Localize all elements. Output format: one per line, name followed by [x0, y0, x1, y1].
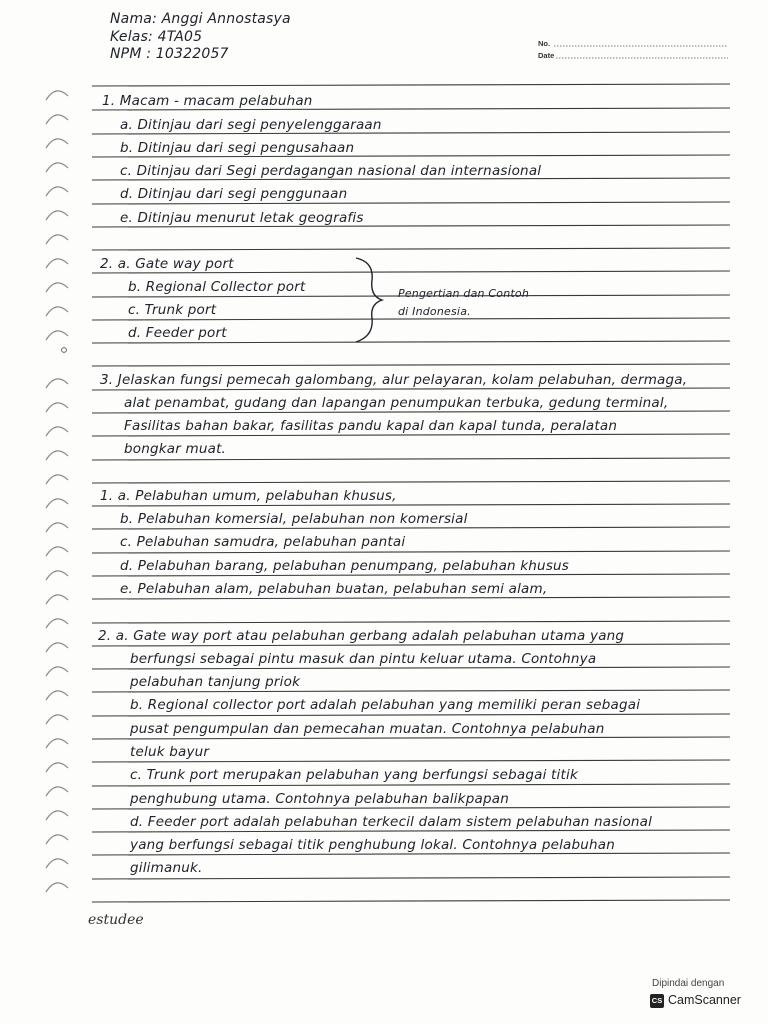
answer-2-line: c. Trunk port merupakan pelabuhan yang berfungsi sebagai titik — [130, 767, 578, 783]
question-2-item: c. Trunk port — [128, 302, 217, 318]
answer-2-line: teluk bayur — [130, 744, 210, 760]
question-1-item: d. Ditinjau dari segi penggunaan — [120, 186, 348, 202]
question-1-item: a. Ditinjau dari segi penyelenggaraan — [120, 117, 382, 133]
date-label: Date — [538, 51, 555, 60]
question-2-item: d. Feeder port — [128, 325, 227, 341]
answer-2-line: penghubung utama. Contohnya pelabuhan balikpapan — [130, 791, 509, 807]
scanner-caption: Dipindai dengan — [652, 978, 725, 989]
answer-1-item: b. Pelabuhan komersial, pelabuhan non komersial — [120, 511, 468, 527]
no-label: No. — [538, 39, 551, 48]
question-1-item: e. Ditinjau menurut letak geografis — [120, 210, 364, 226]
question-3-line: Fasilitas bahan bakar, fasilitas pandu kapal dan kapal tunda, peralatan — [124, 418, 618, 434]
binder-rings — [0, 0, 100, 960]
answer-2-line: b. Regional collector port adalah pelabuhan yang memiliki peran sebagai — [130, 697, 641, 713]
question-3-line: alat penambat, gudang dan lapangan penumpukan terbuka, gedung terminal, — [124, 395, 669, 411]
student-class: Kelas: 4TA05 — [110, 29, 203, 45]
answer-2-line: gilimanuk. — [130, 860, 203, 876]
answer-1-item: d. Pelabuhan barang, pelabuhan penumpang, pelabuhan khusus — [120, 558, 570, 574]
question-2-item: b. Regional Collector port — [128, 279, 306, 295]
camscanner-icon: CS — [650, 994, 664, 1008]
question-1-item: c. Ditinjau dari Segi perdagangan nasional dan internasional — [120, 163, 542, 179]
answer-1-item: 1. a. Pelabuhan umum, pelabuhan khusus, — [100, 488, 397, 504]
question-2-item: 2. a. Gate way port — [100, 256, 234, 272]
question-1-title: 1. Macam - macam pelabuhan — [102, 93, 313, 109]
bracket-note: di Indonesia. — [398, 305, 471, 318]
question-3-line: 3. Jelaskan fungsi pemecah galombang, alur pelayaran, kolam pelabuhan, dermaga, — [100, 372, 688, 388]
answer-2-line: berfungsi sebagai pintu masuk dan pintu keluar utama. Contohnya — [130, 651, 597, 667]
student-name: Nama: Anggi Annostasya — [110, 11, 291, 27]
question-3-line: bongkar muat. — [124, 441, 227, 457]
camscanner-watermark — [644, 976, 750, 1012]
answer-2-line: pelabuhan tanjung priok — [130, 674, 301, 690]
question-1-item: b. Ditinjau dari segi pengusahaan — [120, 140, 355, 156]
answer-2-line: 2. a. Gate way port atau pelabuhan gerbang adalah pelabuhan utama yang — [98, 628, 625, 644]
answer-2-line: pusat pengumpulan dan pemecahan muatan. Contohnya pelabuhan — [130, 721, 605, 737]
answer-2-line: yang berfungsi sebagai titik penghubung lokal. Contohnya pelabuhan — [130, 837, 616, 853]
notebook-brand-logo: estudee — [88, 912, 144, 928]
answer-1-item: e. Pelabuhan alam, pelabuhan buatan, pelabuhan semi alam, — [120, 581, 548, 597]
answer-1-item: c. Pelabuhan samudra, pelabuhan pantai — [120, 534, 406, 550]
student-npm: NPM : 10322057 — [110, 46, 229, 62]
answer-2-line: d. Feeder port adalah pelabuhan terkecil dalam sistem pelabuhan nasional — [130, 814, 653, 830]
scanner-name: CamScanner — [668, 993, 741, 1007]
bracket-note: Pengertian dan Contoh — [398, 287, 530, 300]
